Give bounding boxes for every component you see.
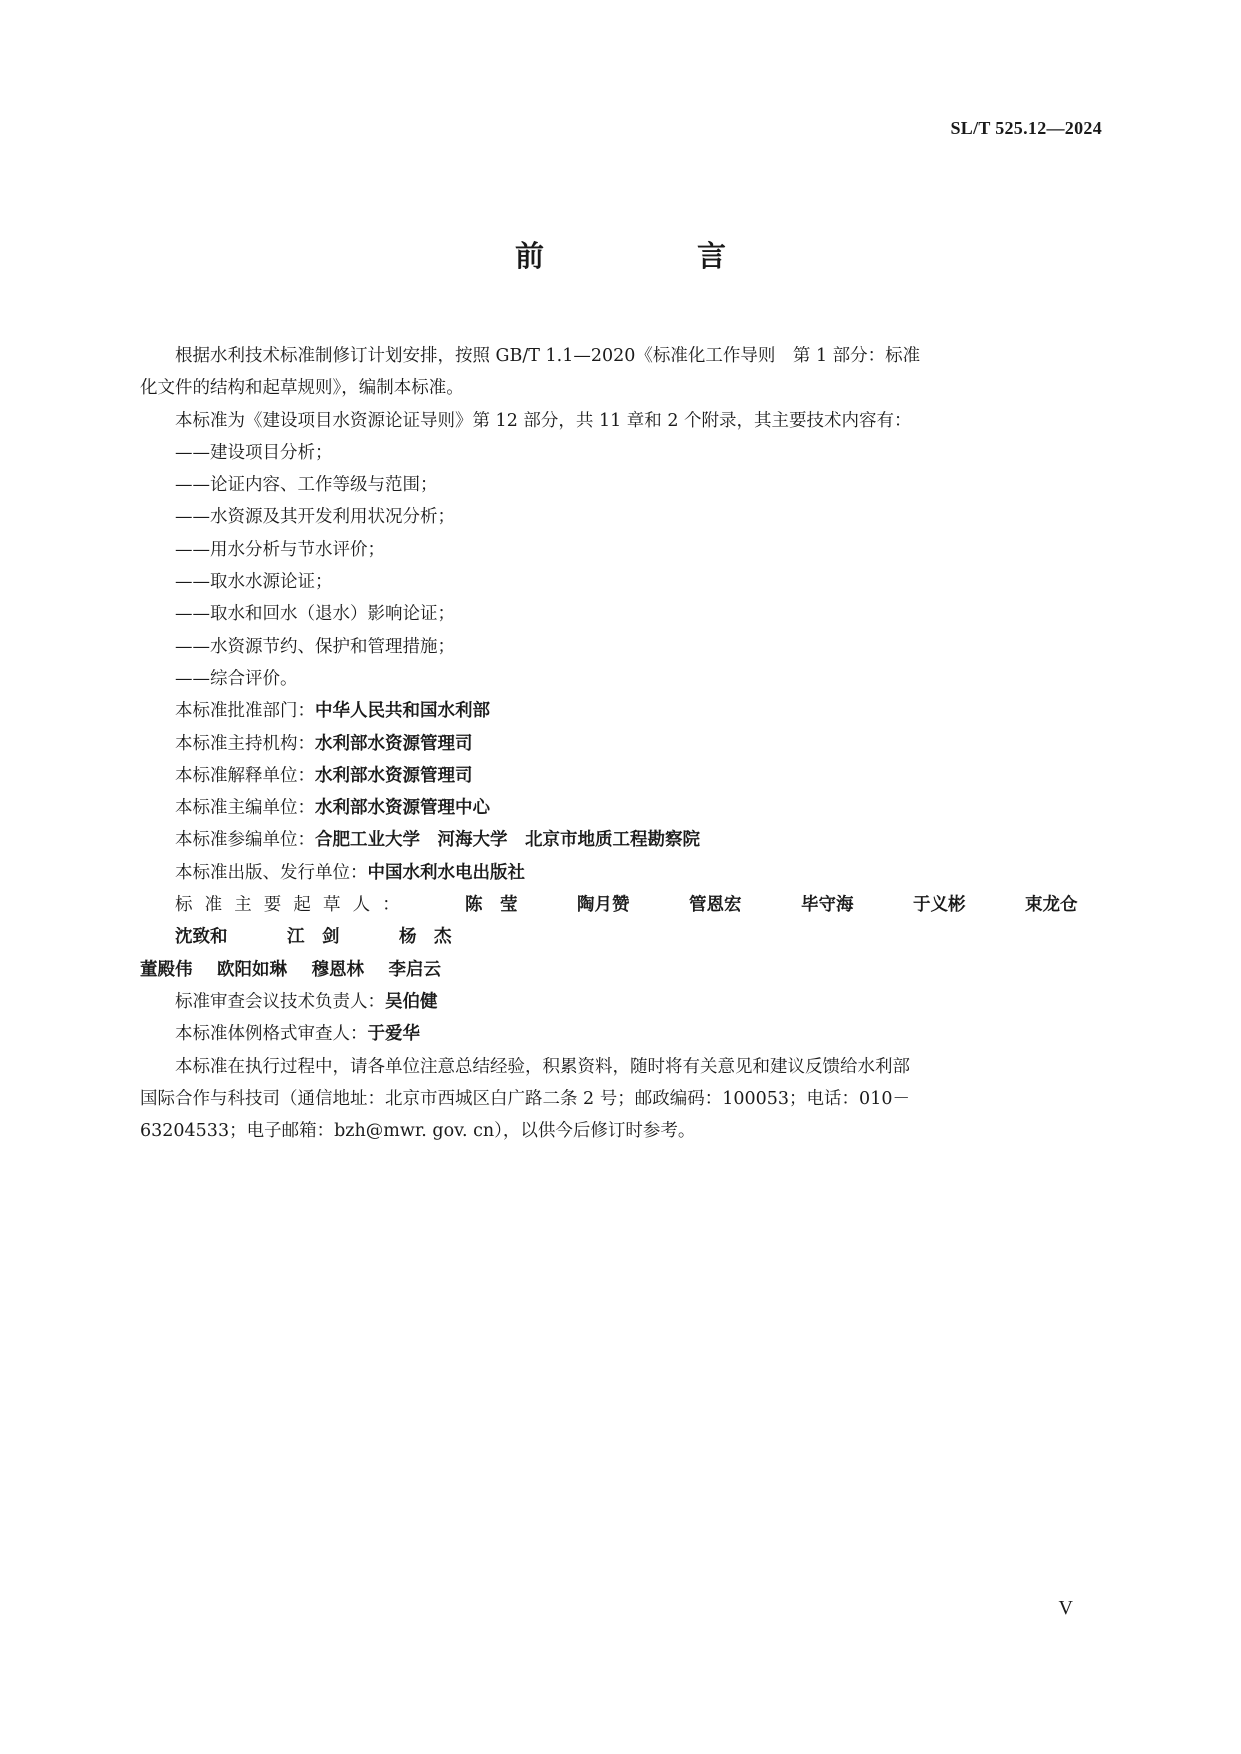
review-value: 吴伯健 xyxy=(385,991,438,1012)
drafter-name: 穆恩林 xyxy=(311,959,364,980)
content-item: ——论证内容、工作等级与范围； xyxy=(175,475,438,496)
chief-editor-unit xyxy=(140,792,1102,824)
closing-line-2: 国际合作与科技司（通信地址：北京市西城区白广路二条 2 号；邮政编码：100053；电话：010－ xyxy=(140,1088,910,1109)
drafter-name: 欧阳如琳 xyxy=(217,959,287,980)
drafter-name: 束龙仓 xyxy=(1025,895,1078,916)
preface-body xyxy=(140,340,1102,1147)
drafters-line-1 xyxy=(140,889,1102,954)
info-value: 水利部水资源管理中心 xyxy=(315,798,490,819)
approval-department xyxy=(140,695,1102,727)
info-label: 本标准出版、发行单位： xyxy=(175,862,368,883)
intro-line-1: 根据水利技术标准制修订计划安排，按照 GB/T 1.1—2020《标准化工作导则 第 1 部分：标准 xyxy=(175,346,921,366)
publisher xyxy=(140,857,1102,889)
content-item: ——建设项目分析； xyxy=(175,442,333,463)
drafter-name: 董殿伟 xyxy=(140,959,193,980)
host-organization xyxy=(140,728,1102,760)
interpretation-unit xyxy=(140,760,1102,792)
closing-line-1: 本标准在执行过程中，请各单位注意总结经验，积累资料，随时将有关意见和建议反馈给水利部 xyxy=(175,1056,910,1077)
format-review-value: 于爱华 xyxy=(367,1024,420,1045)
format-review-label: 本标准体例格式审查人： xyxy=(175,1024,368,1045)
closing-line-3: 63204533；电子邮箱：bzh@mwr. gov. cn），以供今后修订时参考。 xyxy=(140,1121,696,1142)
content-item: ——水资源及其开发利用状况分析； xyxy=(175,507,455,528)
format-reviewer xyxy=(140,1018,1102,1050)
content-item: ——水资源节约、保护和管理措施； xyxy=(175,636,455,657)
drafter-name: 江 剑 xyxy=(287,927,340,948)
info-label: 本标准主编单位： xyxy=(175,798,315,819)
info-value: 水利部水资源管理司 xyxy=(315,733,473,754)
drafter-name: 李启云 xyxy=(388,959,441,980)
info-label: 本标准主持机构： xyxy=(175,733,315,754)
info-value: 水利部水资源管理司 xyxy=(315,765,473,786)
drafter-name: 陶月赞 xyxy=(577,895,630,916)
drafter-name: 沈致和 xyxy=(175,927,228,948)
drafter-name: 杨 杰 xyxy=(399,927,452,948)
document-code: SL/T 525.12—2024 xyxy=(950,118,1102,138)
content-item: ——综合评价。 xyxy=(175,668,298,689)
drafter-name: 管恩宏 xyxy=(689,895,742,916)
scope-paragraph: 本标准为《建设项目水资源论证导则》第 12 部分，共 11 章和 2 个附录，其主要技术内容有： xyxy=(175,410,912,431)
content-item: ——取水和回水（退水）影响论证； xyxy=(175,604,455,625)
review-label: 标准审查会议技术负责人： xyxy=(175,991,385,1012)
content-item: ——用水分析与节水评价； xyxy=(175,539,385,560)
page-title: 前 言 xyxy=(514,239,788,273)
intro-line-2: 化文件的结构和起草规则》，编制本标准。 xyxy=(140,378,464,399)
review-lead xyxy=(140,986,1102,1018)
participating-units xyxy=(140,824,1102,856)
drafters-label: 标准主要起草人： xyxy=(175,895,412,916)
info-value: 合肥工业大学 河海大学 北京市地质工程勘察院 xyxy=(315,830,700,851)
drafter-name: 于义彬 xyxy=(913,895,966,916)
page-number: V xyxy=(1058,1597,1073,1619)
drafter-name: 毕守海 xyxy=(801,895,854,916)
info-label: 本标准解释单位： xyxy=(175,765,315,786)
content-item: ——取水水源论证； xyxy=(175,572,333,593)
info-value: 中华人民共和国水利部 xyxy=(315,701,490,722)
info-value: 中国水利水电出版社 xyxy=(367,862,525,883)
drafter-name: 陈 莹 xyxy=(465,895,518,916)
info-label: 本标准参编单位： xyxy=(175,830,315,851)
info-label: 本标准批准部门： xyxy=(175,701,315,722)
drafters-line-2 xyxy=(140,954,1102,986)
